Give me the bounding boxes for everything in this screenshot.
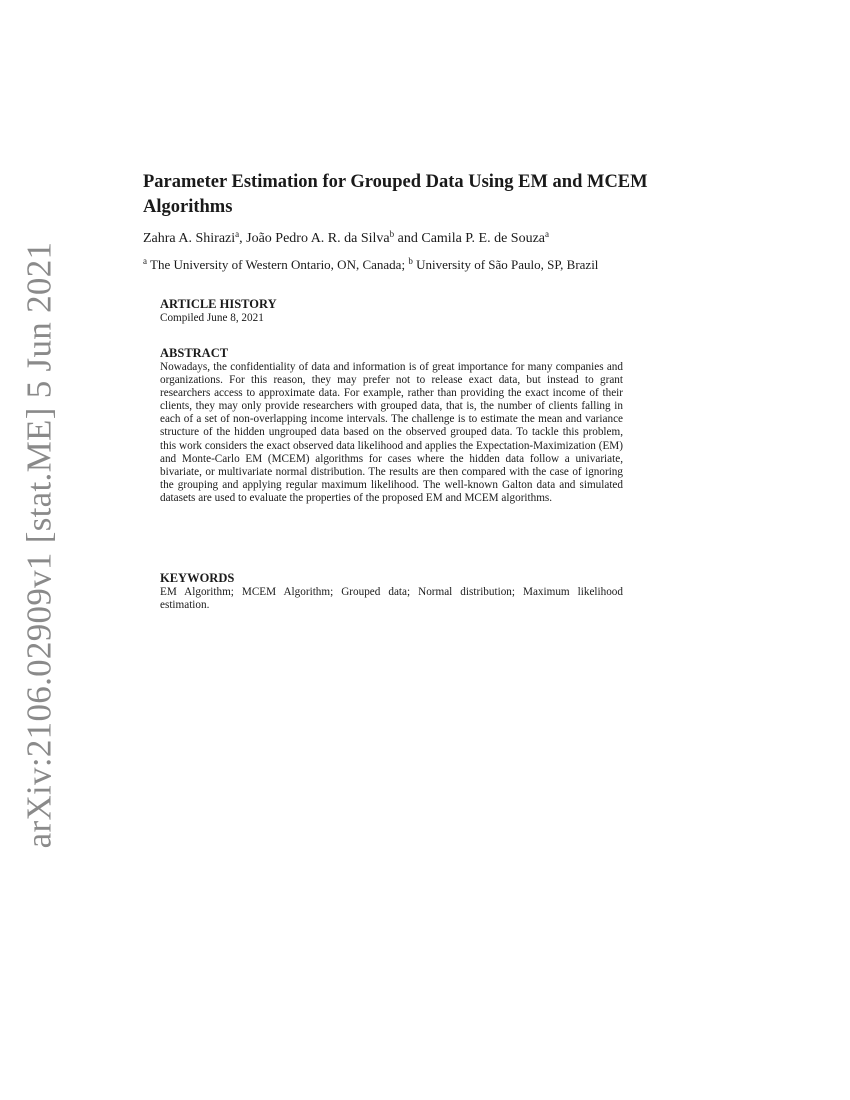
abstract-section	[160, 346, 623, 505]
author-separator: and	[394, 231, 422, 246]
affiliation-marker: a	[143, 256, 147, 266]
paper-title: Parameter Estimation for Grouped Data Using EM and MCEM Algorithms	[143, 172, 648, 217]
author-name: Zahra A. Shirazi	[143, 231, 236, 246]
author-separator: ,	[239, 231, 247, 246]
abstract-heading: ABSTRACT	[160, 346, 229, 360]
arxiv-watermark	[14, 241, 64, 849]
affiliation-text: The University of Western Ontario, ON, Canada;	[147, 257, 409, 272]
affiliation-marker: b	[389, 229, 395, 239]
compiled-date: Compiled June 8, 2021	[160, 312, 264, 324]
article-history-heading: ARTICLE HISTORY	[160, 297, 277, 311]
keywords-text: EM Algorithm; MCEM Algorithm; Grouped data; Normal distribution; Maximum likelihood estimation.	[160, 586, 623, 612]
arxiv-identifier: arXiv:2106.02909v1 [stat.ME] 5 Jun 2021	[19, 241, 58, 849]
author-name: João Pedro A. R. da Silva	[246, 231, 390, 246]
author-list	[143, 229, 549, 247]
affiliation-text: University of São Paulo, SP, Brazil	[412, 257, 599, 272]
abstract-text: Nowadays, the confidentiality of data and information is of great importance for many companies and organizations. For this reason, they may prefer not to release exact data, but instead to grant researchers access to approximate data. For example, rather than providing the exact income of their clients, they may only provide researchers with grouped data, that is, the number of clients falling in each of a set of non-overlapping income intervals. The challenge is to estimate the mean and variance structure of the hidden ungrouped data based on the observed grouped data. To tackle this problem, this work considers the exact observed data likelihood and applies the Expectation-Maximization (EM) and Monte-Carlo EM (MCEM) algorithms for cases where the hidden data follow a univariate, bivariate, or multivariate normal distribution. The results are then compared with the case of ignoring the grouping and applying regular maximum likelihood. The well-known Galton data and simulated datasets are used to evaluate the properties of the proposed EM and MCEM algorithms.	[160, 361, 623, 504]
affiliation-marker: b	[408, 256, 413, 266]
keywords-heading: KEYWORDS	[160, 571, 235, 585]
affiliations	[143, 256, 598, 273]
affiliation-marker: a	[545, 229, 550, 239]
article-history-section	[160, 297, 623, 325]
affiliation-marker: a	[235, 229, 240, 239]
keywords-section	[160, 571, 623, 612]
author-name: Camila P. E. de Souza	[421, 231, 546, 246]
